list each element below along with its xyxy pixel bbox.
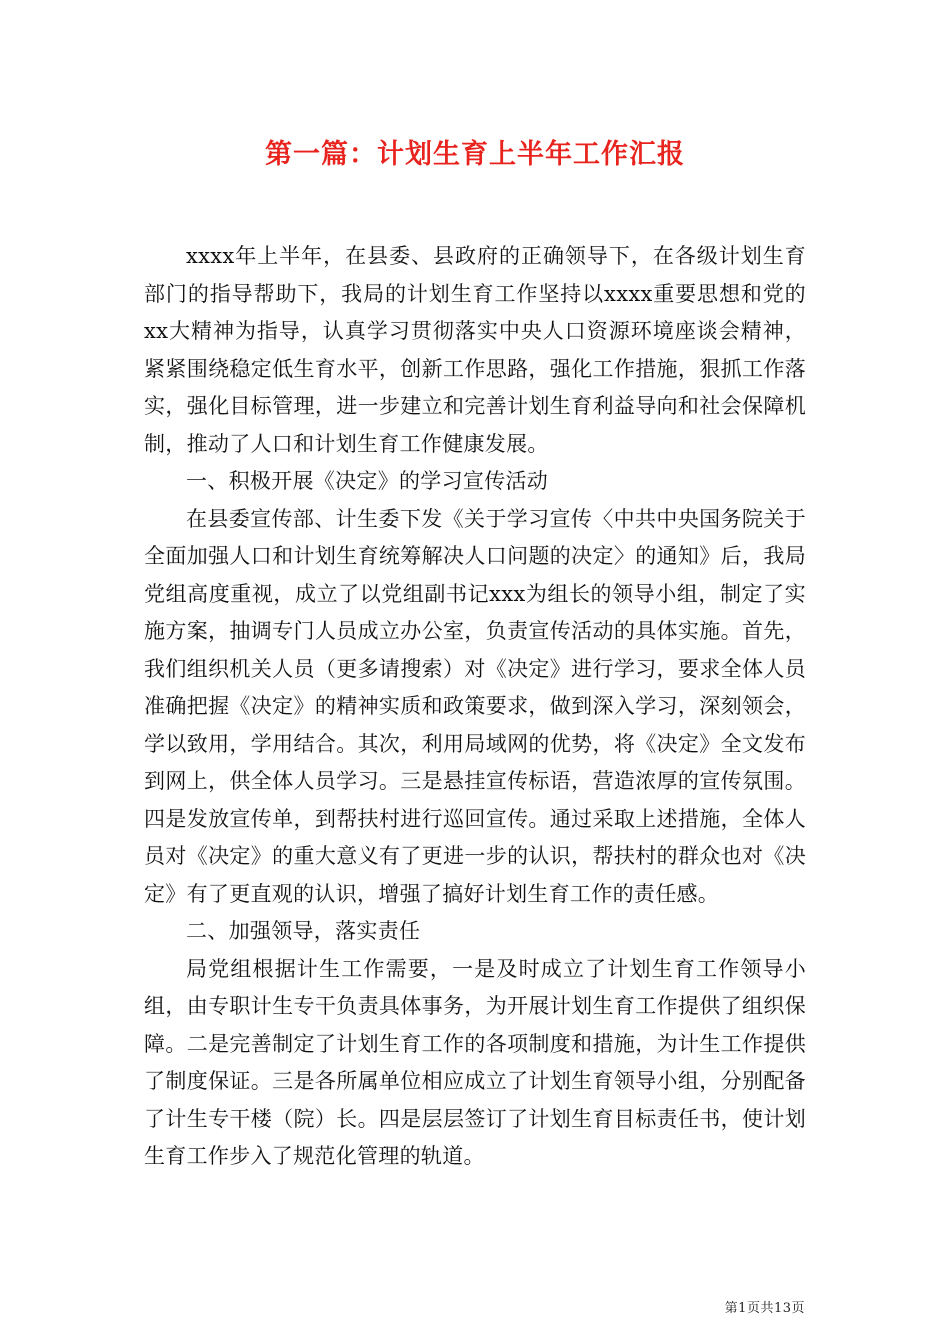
section-heading-1: 一、积极开展《决定》的学习宣传活动 <box>186 469 549 493</box>
page-number-footer: 第1页共13页 <box>724 1301 805 1316</box>
page-title: 第一篇：计划生育上半年工作汇报 <box>265 139 685 170</box>
intro-paragraph: xxxx年上半年，在县委、县政府的正确领导下，在各级计划生育部门的指导帮助下，我局的计划生育工作坚持以xxxx重要思想和党的xx大精神为指导，认真学习贯彻落实中央人口资源环境座谈会精神，紧紧围绕稳定低生育水平，创新工作思路，强化工作措施，狠抓工作落实，强化目标管理，进一步建立和完善计划生育利益导向和社会保障机制，推动了人口和计划生育工作健康发展。 <box>144 244 806 456</box>
section-1-paragraph: 在县委宣传部、计生委下发《关于学习宣传〈中共中央国务院关于全面加强人口和计划生育统筹解决人口问题的决定〉的通知》后，我局党组高度重视，成立了以党组副书记xxx为组长的领导小组，制定了实施方案，抽调专门人员成立办公室，负责宣传活动的具体实施。首先，我们组织机关人员（更多请搜索）对《决定》进行学习，要求全体人员准确把握《决定》的精神实质和政策要求，做到深入学习，深刻领会，学以致用，学用结合。其次，利用局域网的优势，将《决定》全文发布到网上，供全体人员学习。三是悬挂宣传标语，营造浓厚的宣传氛围。四是发放宣传单，到帮扶村进行巡回宣传。通过采取上述措施，全体人员对《决定》的重大意义有了更进一步的认识，帮扶村的群众也对《决定》有了更直观的认识，增强了搞好计划生育工作的责任感。 <box>144 506 806 906</box>
document-body <box>144 238 806 1176</box>
section-heading-2: 二、加强领导，落实责任 <box>186 919 421 943</box>
section-2-paragraph: 局党组根据计生工作需要，一是及时成立了计划生育工作领导小组，由专职计生专干负责具体事务，为开展计划生育工作提供了组织保障。二是完善制定了计划生育工作的各项制度和措施，为计生工作提供了制度保证。三是各所属单位相应成立了计划生育领导小组，分别配备了计生专干楼（院）长。四是层层签订了计划生育目标责任书，使计划生育工作步入了规范化管理的轨道。 <box>144 956 806 1168</box>
